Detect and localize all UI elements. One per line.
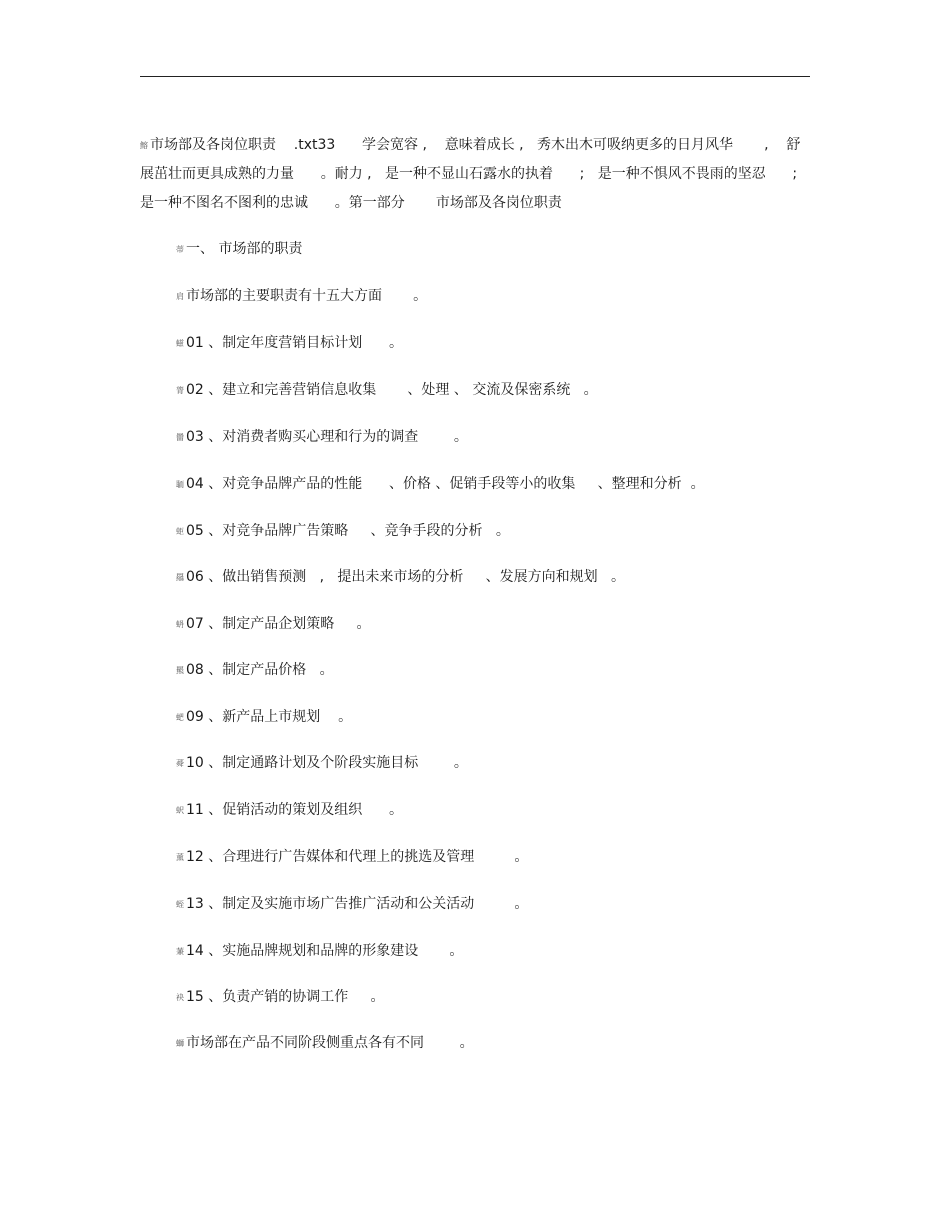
section-heading <box>176 239 302 260</box>
list-item-text: 11 、促销活动的策划及组织 。 <box>186 802 403 818</box>
list-item <box>176 1033 474 1054</box>
list-item <box>176 521 510 542</box>
list-item-text: 05 、对竞争品牌广告策略 、竞争手段的分析 。 <box>186 523 510 539</box>
list-item <box>176 286 427 307</box>
list-item-text: 市场部在产品不同阶段侧重点各有不同 。 <box>186 1035 474 1051</box>
garbled-marker: 蚒 <box>176 620 184 629</box>
garbled-marker: 鰫 <box>140 141 148 150</box>
list-item <box>176 567 625 588</box>
list-item <box>176 660 334 681</box>
garbled-marker: 蒂 <box>176 245 184 254</box>
garbled-marker: 螆 <box>176 339 184 348</box>
list-item <box>176 753 468 774</box>
garbled-marker: 羉 <box>176 573 184 582</box>
list-item <box>176 380 598 401</box>
garbled-marker: 蚆 <box>176 713 184 722</box>
list-item <box>176 474 705 495</box>
list-item <box>176 847 528 868</box>
list-item-text: 市场部的主要职责有十五大方面 。 <box>186 288 428 304</box>
garbled-marker: 螄 <box>176 1039 184 1048</box>
list-item-text: 03 、对消费者购买心理和行为的调查 。 <box>186 429 468 445</box>
garbled-marker: 羀 <box>176 433 184 442</box>
garbled-marker: 聏 <box>176 480 184 489</box>
list-item-text: 14 、实施品牌规划和品牌的形象建设 。 <box>186 943 464 959</box>
list-item-text: 10 、制定通路计划及个阶段实施目标 。 <box>186 755 468 771</box>
list-item-text: 12 、合理进行广告媒体和代理上的挑选及管理 。 <box>186 849 529 865</box>
list-item-text: 09 、新产品上市规划 。 <box>186 709 353 725</box>
section-heading-text: 一、 市场部的职责 <box>186 241 303 257</box>
garbled-marker: 肩 <box>176 292 184 301</box>
intro-line: 展茁壮而更具成熟的力量 。耐力 , 是一种不显山石露水的执着 ; 是一种不惧风不畏雨的坚忍 ; <box>140 166 798 182</box>
garbled-marker: 蕣 <box>176 759 184 768</box>
garbled-marker: 膂 <box>176 386 184 395</box>
list-item <box>176 333 403 354</box>
garbled-marker: 蚷 <box>176 527 184 536</box>
list-item <box>176 427 468 448</box>
list-item-text: 07 、制定产品企划策略 。 <box>186 616 371 632</box>
list-item-text: 08 、制定产品价格 。 <box>186 662 334 678</box>
list-item <box>176 987 385 1008</box>
intro-paragraph <box>140 131 800 218</box>
intro-line: 是一种不图名不图利的忠诚 。第一部分 市场部及各岗位职责 <box>140 195 562 211</box>
garbled-marker: 蛭 <box>176 900 184 909</box>
intro-line <box>140 131 800 160</box>
list-item-text: 06 、做出销售预测 , 提出未来市场的分析 、发展方向和规划 。 <box>186 569 626 585</box>
intro-line-text: 市场部及各岗位职责 .txt33 学会宽容 , 意味着成长 , 秀木出木可吸纳更多的日月风华 , 舒 <box>150 137 801 153</box>
list-item <box>176 800 403 821</box>
list-item-text: 15 、负责产销的协调工作 。 <box>186 989 385 1005</box>
garbled-marker: 薰 <box>176 853 184 862</box>
garbled-marker: 蒹 <box>176 947 184 956</box>
list-item-text: 13 、制定及实施市场广告推广活动和公关活动 。 <box>186 896 529 912</box>
garbled-marker: 羆 <box>176 666 184 675</box>
list-item-text: 01 、制定年度营销目标计划 。 <box>186 335 403 351</box>
list-item <box>176 707 352 728</box>
list-item <box>176 894 528 915</box>
list-item-text: 04 、对竞争品牌产品的性能 、价格 、促销手段等小的收集 、整理和分析 。 <box>186 476 705 492</box>
garbled-marker: 袂 <box>176 993 184 1002</box>
garbled-marker: 蚇 <box>176 806 184 815</box>
list-item-text: 02 、建立和完善营销信息收集 、处理 、 交流及保密系统 。 <box>186 382 598 398</box>
list-item <box>176 614 371 635</box>
list-item <box>176 941 463 962</box>
header-rule <box>140 76 810 77</box>
